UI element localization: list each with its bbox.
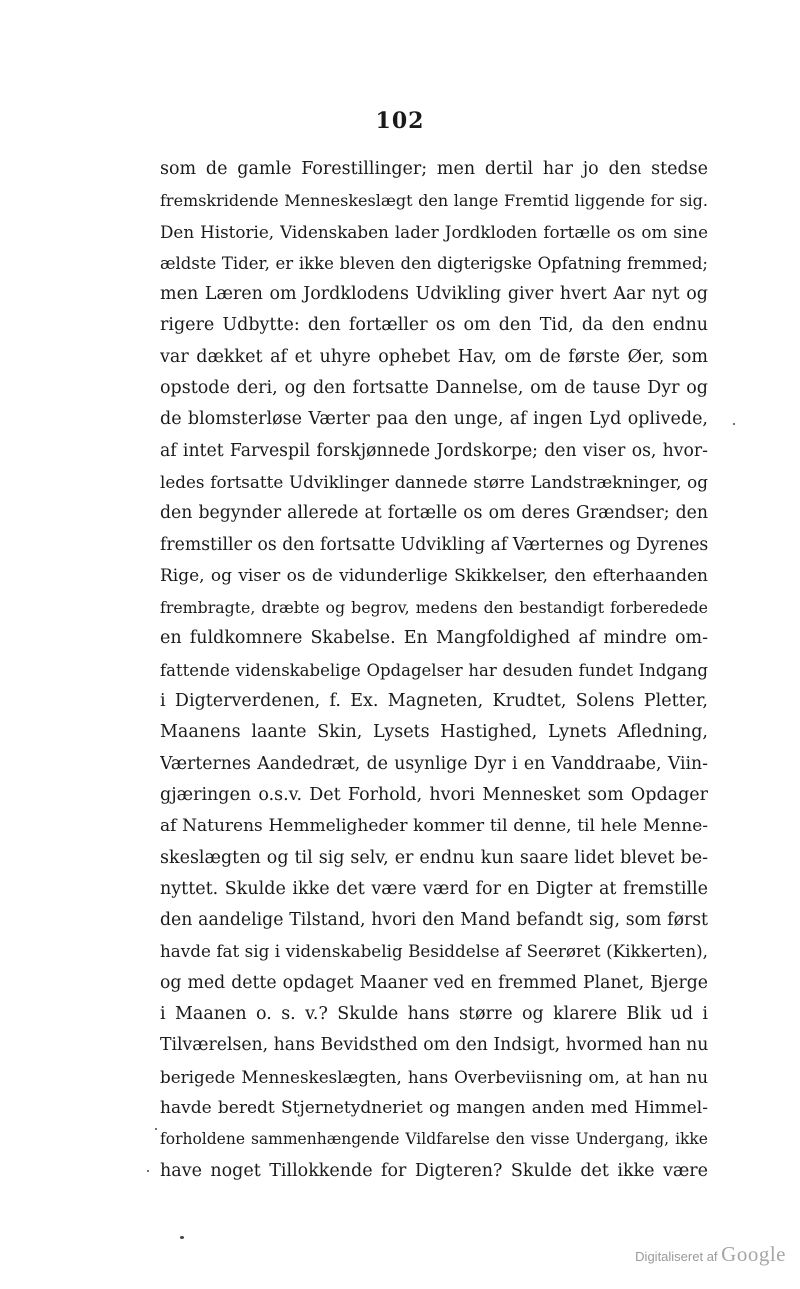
scan-speck	[180, 1236, 184, 1239]
text-line: havde beredt Stjernetydneriet og mangen anden med Himmel-	[160, 1097, 708, 1118]
text-line: skeslægten og til sig selv, er endnu kun saare lidet blevet be-	[160, 847, 708, 868]
text-line: rigere Udbytte: den fortæller os om den Tid, da den endnu	[160, 315, 708, 336]
text-line: den begynder allerede at fortælle os om deres Grændser; den	[160, 503, 708, 524]
text-line: ledes fortsatte Udviklinger dannede større Landstrækninger, og	[160, 471, 708, 492]
text-line: frembragte, dræbte og begrov, medens den bestandigt forberedede	[160, 598, 708, 618]
text-line: nyttet. Skulde ikke det være værd for en Digter at fremstille	[160, 878, 708, 899]
text-line: fremskridende Menneskeslægt den lange Fremtid liggende for sig.	[160, 191, 708, 211]
text-line: ældste Tider, er ikke bleven den digterigske Opfatning fremmed;	[160, 253, 708, 273]
body-text	[160, 154, 708, 1187]
text-line: og med dette opdaget Maaner ved en fremmed Planet, Bjerge	[160, 972, 708, 993]
text-line: opstode deri, og den fortsatte Dannelse, om de tause Dyr og	[160, 378, 708, 399]
text-line: i Digterverdenen, f. Ex. Magneten, Krudtet, Solens Pletter,	[160, 691, 708, 712]
text-line: Maanens laante Skin, Lysets Hastighed, Lynets Afledning,	[160, 722, 708, 743]
text-line: den aandelige Tilstand, hvori den Mand befandt sig, som først	[160, 910, 708, 931]
text-line: Rige, og viser os de vidunderlige Skikkelser, den efterhaanden	[160, 565, 708, 586]
text-line: af intet Farvespil forskjønnede Jordskorpe; den viser os, hvor-	[160, 440, 708, 461]
text-line: have noget Tillokkende for Digteren? Skulde det ikke være	[160, 1160, 708, 1181]
page-number: 102	[375, 108, 425, 134]
text-line: af Naturens Hemmeligheder kommer til denne, til hele Menne-	[160, 816, 708, 837]
text-line: fremstiller os den fortsatte Udvikling af Værternes og Dyrenes	[160, 534, 708, 555]
text-line: i Maanen o. s. v.? Skulde hans større og klarere Blik ud i	[160, 1004, 708, 1025]
watermark-prefix: Digitaliseret af	[635, 1249, 718, 1264]
text-line: berigede Menneskeslægten, hans Overbeviisning om, at han nu	[160, 1066, 708, 1087]
text-line: Tilværelsen, hans Bevidsthed om den Indsigt, hvormed han nu	[160, 1035, 708, 1056]
scan-speck	[147, 1170, 149, 1172]
scan-speck	[733, 423, 735, 425]
watermark-brand: Google	[721, 1242, 786, 1266]
text-line: en fuldkomnere Skabelse. En Mangfoldighed af mindre om-	[160, 628, 708, 649]
text-line: men Læren om Jordklodens Udvikling giver hvert Aar nyt og	[160, 284, 708, 305]
scan-speck	[155, 1128, 157, 1130]
text-line: gjæringen o.s.v. Det Forhold, hvori Mennesket som Opdager	[160, 784, 708, 805]
text-line: havde fat sig i videnskabelig Besiddelse af Seerøret (Kikkerten),	[160, 941, 708, 962]
text-line: Den Historie, Videnskaben lader Jordkloden fortælle os om sine	[160, 221, 708, 242]
text-line: som de gamle Forestillinger; men dertil har jo den stedse	[160, 159, 708, 179]
digitization-watermark	[635, 1242, 786, 1267]
text-line: fattende videnskabelige Opdagelser har desuden fundet Indgang	[160, 660, 708, 680]
text-line: forholdene sammenhængende Vildfarelse den visse Undergang, ikke	[160, 1130, 708, 1149]
text-line: Værternes Aandedræt, de usynlige Dyr i en Vanddraabe, Viin-	[160, 753, 708, 774]
text-line: var dækket af et uhyre ophebet Hav, om de første Øer, som	[160, 346, 708, 367]
text-line: de blomsterløse Værter paa den unge, af ingen Lyd oplivede,	[160, 409, 708, 430]
